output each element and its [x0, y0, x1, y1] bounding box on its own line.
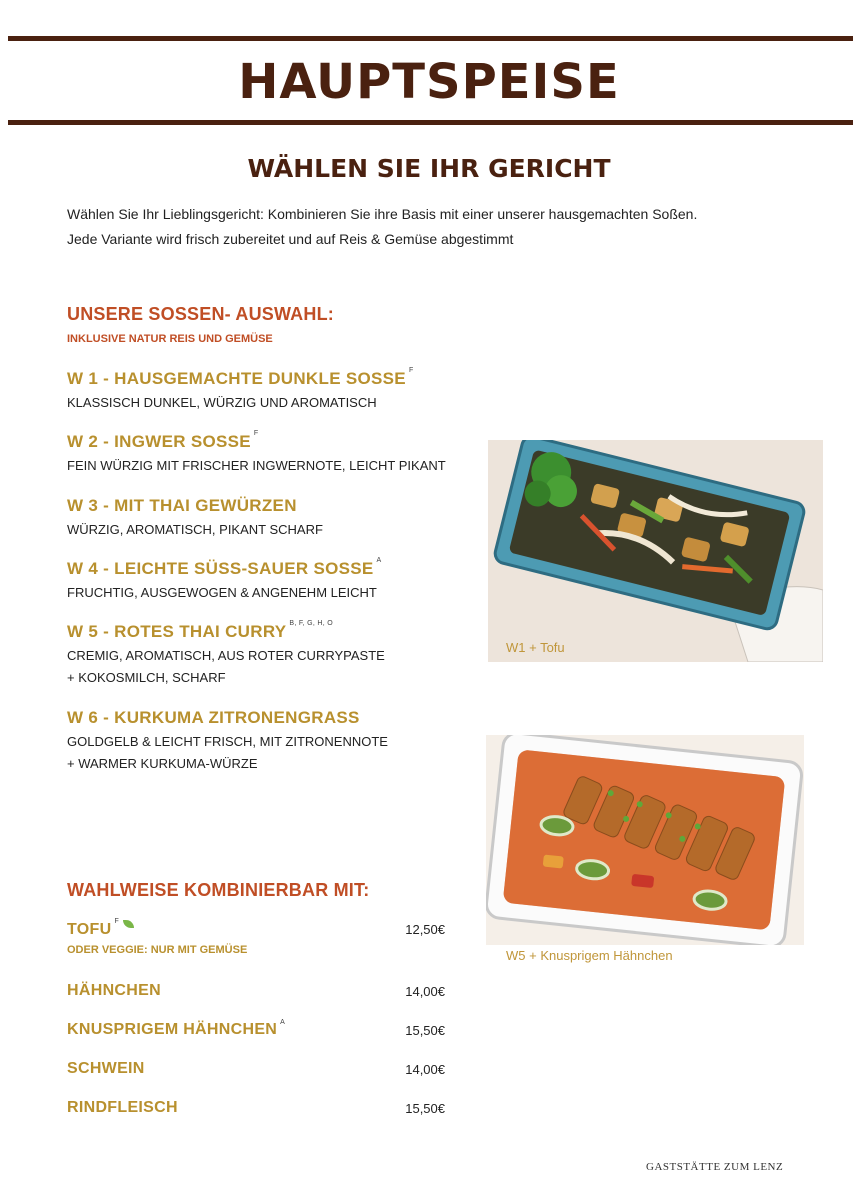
- vegan-leaf-icon: [123, 920, 134, 928]
- photo-caption: W1 + Tofu: [506, 640, 565, 655]
- sauce-name: W 4 - LEICHTE SÜSS-SAUER SOSSE: [67, 559, 374, 578]
- option-price: 15,50€: [405, 1101, 445, 1116]
- sauce-item: [67, 708, 388, 775]
- option-item: [67, 1021, 457, 1039]
- intro-text: [67, 202, 697, 252]
- allergen-codes: B, F, G, H, O: [289, 620, 333, 627]
- options-heading: WAHLWEISE KOMBINIERBAR MIT:: [67, 880, 370, 900]
- option-name: RINDFLEISCH: [67, 1099, 178, 1116]
- option-price: 12,50€: [405, 922, 445, 937]
- sauce-name: W 1 - HAUSGEMACHTE DUNKLE SOSSE: [67, 369, 406, 388]
- sauce-description: FRUCHTIG, AUSGEWOGEN & ANGENEHM LEICHT: [67, 585, 377, 600]
- intro-line: Jede Variante wird frisch zubereitet und auf Reis & Gemüse abgestimmt: [67, 231, 514, 247]
- sauce-description: KLASSISCH DUNKEL, WÜRZIG UND AROMATISCH: [67, 395, 377, 410]
- sauces-subheading: INKLUSIVE NATUR REIS UND GEMÜSE: [67, 333, 273, 345]
- sauce-item: [67, 559, 382, 604]
- allergen-codes: F: [253, 430, 259, 437]
- option-name: KNUSPRIGEM HÄHNCHEN: [67, 1021, 278, 1038]
- bottom-rule: [8, 120, 853, 125]
- option-name: TOFU: [67, 921, 112, 938]
- allergen-codes: F: [114, 918, 120, 925]
- allergen-codes: A: [280, 1019, 286, 1026]
- sauce-description: [67, 731, 388, 775]
- option-name: SCHWEIN: [67, 1060, 145, 1077]
- sauce-description: FEIN WÜRZIG MIT FRISCHER INGWERNOTE, LEICHT PIKANT: [67, 458, 446, 473]
- option-item: [67, 982, 457, 1000]
- description-line: CREMIG, AROMATISCH, AUS ROTER CURRYPASTE: [67, 648, 385, 663]
- page-subtitle: WÄHLEN SIE IHR GERICHT: [247, 154, 611, 183]
- option-item: [67, 1060, 457, 1078]
- option-name: HÄHNCHEN: [67, 982, 161, 999]
- description-line: + WARMER KURKUMA-WÜRZE: [67, 756, 258, 771]
- sauce-name: W 5 - ROTES THAI CURRY: [67, 622, 287, 641]
- sauce-description: WÜRZIG, AROMATISCH, PIKANT SCHARF: [67, 522, 323, 537]
- page-title: HAUPTSPEISE: [238, 54, 620, 110]
- sauce-item: [67, 496, 323, 541]
- curry-dish-image: [486, 735, 804, 945]
- intro-line: Wählen Sie Ihr Lieblingsgericht: Kombinieren Sie ihre Basis mit einer unserer hausgemachten Soßen.: [67, 206, 698, 222]
- sauces-heading: UNSERE SOSSEN- AUSWAHL:: [67, 304, 334, 324]
- option-price: 14,00€: [405, 984, 445, 999]
- description-line: + KOKOSMILCH, SCHARF: [67, 670, 226, 685]
- option-note: ODER VEGGIE: NUR MIT GEMÜSE: [67, 944, 248, 956]
- option-item: [67, 920, 457, 956]
- allergen-codes: F: [408, 367, 414, 374]
- sauce-description: [67, 645, 385, 689]
- sauce-item: [67, 432, 446, 477]
- tofu-dish-image: [488, 440, 823, 662]
- sauce-name: W 2 - INGWER SOSSE: [67, 432, 251, 451]
- sauce-name: W 6 - KURKUMA ZITRONENGRASS: [67, 708, 360, 727]
- option-item: [67, 1099, 457, 1117]
- restaurant-name-footer: GASTSTÄTTE ZUM LENZ: [646, 1161, 784, 1173]
- sauce-item: [67, 622, 385, 689]
- description-line: GOLDGELB & LEICHT FRISCH, MIT ZITRONENNOTE: [67, 734, 388, 749]
- option-price: 15,50€: [405, 1023, 445, 1038]
- allergen-codes: A: [376, 557, 382, 564]
- photo-caption: W5 + Knusprigem Hähnchen: [506, 948, 673, 963]
- sauce-name: W 3 - MIT THAI GEWÜRZEN: [67, 496, 297, 515]
- sauce-item: [67, 369, 414, 414]
- option-price: 14,00€: [405, 1062, 445, 1077]
- top-rule: [8, 36, 853, 41]
